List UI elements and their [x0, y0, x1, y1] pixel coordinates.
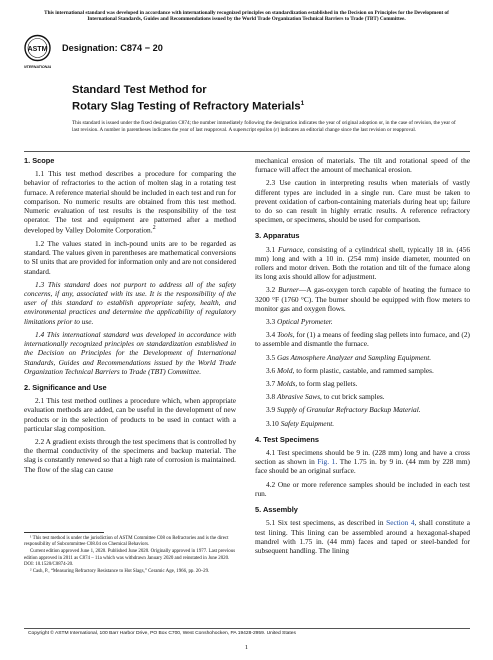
- item-term: Molds,: [277, 379, 298, 389]
- item-number: 3.5: [266, 352, 278, 362]
- paragraph: [24, 330, 236, 376]
- paragraph: [255, 392, 470, 401]
- page-number: 1: [244, 644, 249, 651]
- designation: Designation: C874 − 20: [62, 43, 163, 53]
- item-term: Abrasive Saws,: [277, 392, 322, 402]
- paragraph: mechanical erosion of materials. The tilt and rotational speed of the furnace will affect the amount of mechanical erosion.: [255, 156, 470, 175]
- issued-note: This standard is issued under the fixed designation C874; the number immediately following the designation indicates the year of original adoption or, in the case of revision, the year of last revision. A number in parentheses indicates the year of last reapproval. A superscript epsilon (ε) indicates an editorial change since the last revision or reapproval.: [72, 120, 456, 133]
- item-text: to form slag pellets.: [297, 379, 358, 389]
- paragraph: 2.1 This test method outlines a procedure which, when appropriate evaluation methods are added, can be useful in the development of new products or in the selection of products to be used in contact with a particular slag composition.: [24, 396, 236, 433]
- item-text: for (1) a means of feeding slag pellets into furnace, and (2) to assemble and dismantle the furnace.: [255, 330, 470, 349]
- astm-logo: [24, 34, 51, 72]
- paragraph: 1.2 The values stated in inch-pound units are to be regarded as standard. The values given in parentheses are mathematical conversions to SI units that are provided for information only and are not considered standard.: [24, 239, 236, 276]
- paragraph: [255, 285, 470, 313]
- logo-subtext: INTERNATIONAL: [24, 65, 51, 69]
- paragraph: [255, 405, 470, 414]
- item-term: Supply of Granular Refractory Backup Material.: [277, 405, 421, 415]
- figure-link[interactable]: Fig. 1: [317, 457, 336, 467]
- item-text: to cut brick samples.: [321, 392, 385, 402]
- logo-text: ASTM: [27, 46, 48, 53]
- title-main: Rotary Slag Testing of Refractory Materials: [72, 100, 301, 113]
- paragraph-text: . The 1.75 in. by 9 in. (44 mm by 228 mm) face should be an original surface.: [255, 457, 470, 476]
- header-divider: [24, 151, 470, 152]
- item-number: 3.2: [266, 285, 279, 295]
- item-number: 3.7: [266, 379, 278, 389]
- section-heading: 3. Apparatus: [255, 231, 300, 241]
- paragraph: [255, 317, 470, 326]
- paragraph: [255, 330, 470, 348]
- item-term: Tools,: [277, 330, 295, 340]
- paragraph: 2.3 Use caution in interpreting results when materials of vastly different types are included in a single run. Care must be taken to prevent oxidation of carbon-containing materials during heat up; failure to do so can result in highly erratic results. A reference refractory specimen, or specimens, should be used for comparison.: [255, 178, 470, 225]
- footnote: ² Cash, P., “Measuring Refractory Resistance to Hot Slags,” Ceramic Age, 1966, pp. 20–29.: [30, 569, 210, 575]
- item-term: Optical Pyrometer.: [277, 317, 333, 327]
- title-footnote-ref: 1: [300, 100, 305, 108]
- section-heading: 5. Assembly: [255, 505, 298, 515]
- item-term: Mold,: [277, 365, 295, 375]
- paragraph: [255, 379, 470, 388]
- copyright-notice: Copyright © ASTM International, 100 Barr Harbor Drive, PO Box C700, West Conshohocken, PA 19428-2959. United States: [28, 631, 296, 636]
- item-text: —A gas-oxygen torch capable of heating the furnace to 3200 °F (1760 °C). The burner should be equipped with flow meters to monitor gas and oxygen flows.: [255, 285, 471, 313]
- footnote: ¹ This test method is under the jurisdiction of ASTM Committee C08 on Refractories and is the direct responsibility of Subcommittee C08.04 on Chemical Behaviors.: [24, 536, 229, 548]
- footnote: Current edition approved June 1, 2020. Published June 2020. Originally approved in 1977. Last previous edition approved in 2011 as C874 – 11a which was withdrawn January 2020 and reinstated in June 2020. DOI: 10.1520/C0874-20.: [24, 549, 236, 567]
- paragraph: 2.2 A gradient exists through the test specimens that is controlled by the thermal conductivity of the specimens and backup material. The slag is constantly renewed so that a high rate of corrosion is maintained. The flow of the slag can cause: [24, 436, 236, 474]
- paragraph-text: 1.3 This standard does not purport to address all of the safety concerns, if any, associated with its use. It is the responsibility of the user of this standard to establish appropriate safety, health, and environmental practices and determine the applicability of regulatory limitations prior to use.: [24, 279, 236, 326]
- footnote-divider: [24, 532, 104, 533]
- footnotes: [24, 536, 236, 576]
- section-link[interactable]: Section 4: [386, 518, 415, 528]
- title-line-1: Standard Test Method for: [72, 84, 207, 96]
- paragraph: [255, 353, 470, 362]
- footnote-ref: 2: [152, 225, 156, 232]
- section-heading: 4. Test Specimens: [255, 434, 319, 444]
- paragraph-text: 4.1 Test specimens should be 9 in. (228 mm) long and have a cross section as shown in: [255, 448, 470, 467]
- paragraph: [24, 169, 236, 235]
- paragraph: 4.2 One or more reference samples should be included in each test run.: [255, 479, 470, 498]
- tbt-notice: This international standard was developed in accordance with internationally recognized principles on standardization established in the Decision on Principles for the Development of International Standards, Guides and Recommendations issued by the World Trade Organization Technical Barriers to Trade (TBT) Committee.: [44, 10, 449, 23]
- item-text: to form plastic, castable, and rammed samples.: [294, 365, 434, 375]
- paragraph: [255, 245, 470, 282]
- item-text: consisting of a cylindrical shell, typically 18 in. (456 mm) long and with a 10 in. (254 mm) inside diameter, mounted on rollers and motor driven. Both the rotation and tilt of the furnace along its long axis should allow for adjustment.: [255, 244, 471, 282]
- item-term: Safety Equipment.: [280, 418, 335, 428]
- paragraph-text: 1.1 This test method describes a procedure for comparing the behavior of refractories to the action of molten slag in a rotating test furnace. A reference material should be included in each test and run for comparison. No numeric results are obtained from this test method. Numeric evaluation of test results is the responsibility of the test operator. The test and equipment are patterned after a method developed by Valley Dolomite Corporation.: [24, 169, 236, 235]
- footer-divider: [24, 628, 470, 629]
- item-number: 3.3: [266, 317, 278, 327]
- section-heading: 2. Significance and Use: [24, 382, 107, 392]
- item-number: 3.8: [266, 392, 278, 402]
- paragraph: [255, 366, 470, 375]
- item-number: 3.4: [266, 330, 278, 340]
- document-title: [72, 84, 304, 114]
- right-column: [255, 156, 470, 559]
- item-number: 3.10: [266, 418, 281, 428]
- paragraph: [255, 419, 470, 428]
- item-number: 3.1: [266, 244, 278, 254]
- title-line-2: [72, 97, 304, 114]
- item-number: 3.6: [266, 365, 278, 375]
- item-term: Furnace,: [277, 244, 305, 254]
- paragraph-text: , shall constitute a test lining. This lining can be assembled around a hexagonal-shaped mandrel with 1.75 in. (44 mm) faces and taped or steel-banded for subsequent handling. The lining: [255, 518, 470, 555]
- paragraph-text: 1.4 This international standard was developed in accordance with internationally recognized principles on standardization established in the Decision on Principles for the Development of International Standards, Guides and Recommendations issued by the World Trade Organization Technical Barriers to Trade (TBT) Committee.: [24, 329, 236, 376]
- item-term: Burner: [278, 285, 299, 295]
- section-heading: 1. Scope: [24, 156, 55, 165]
- paragraph-text: 5.1 Six test specimens, as described in: [266, 518, 387, 528]
- paragraph: [255, 448, 470, 476]
- paragraph: [24, 280, 236, 326]
- item-number: 3.9: [266, 405, 278, 415]
- astm-logo-icon: [24, 34, 51, 72]
- paragraph: [255, 518, 470, 555]
- left-column: [24, 156, 236, 478]
- item-term: Gas Atmosphere Analyzer and Sampling Equipment.: [277, 352, 432, 362]
